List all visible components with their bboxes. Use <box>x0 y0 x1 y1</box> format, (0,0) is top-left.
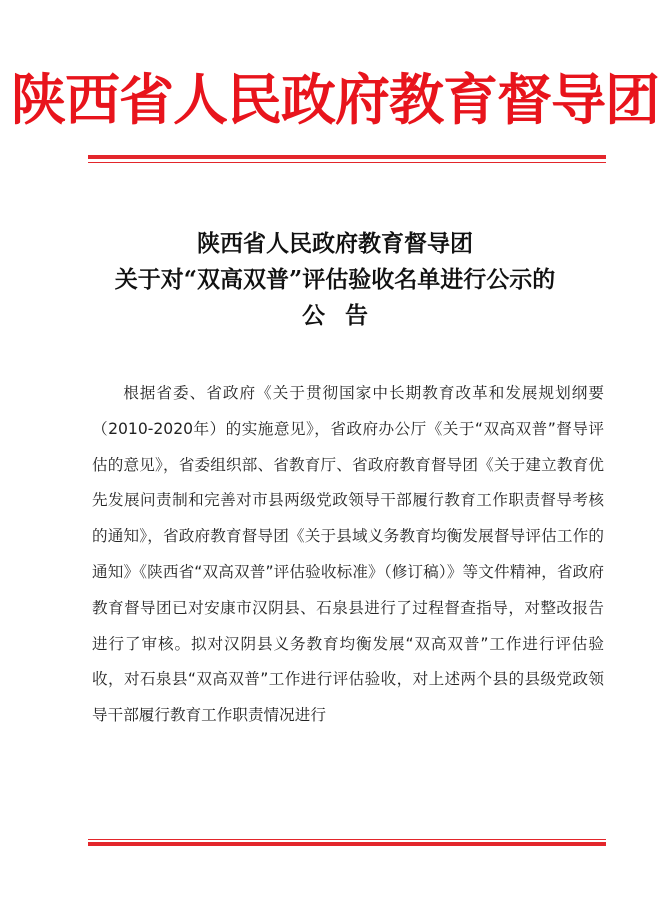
masthead-title: 陕西省人民政府教育督导团 <box>10 67 659 132</box>
notice-body-paragraph: 根据省委、省政府《关于贯彻国家中长期教育改革和发展规划纲要（2010-2020年）的实施意见》，省政府办公厅《关于“双高双普”督导评估的意见》，省委组织部、省教育厅、省政府教育督导团《关于建立教育优先发展问责制和完善对市县两级党政领导干部履行教育工作职责督导考核的通知》，省政府教育督导团《关于县域义务教育均衡发展督导评估工作的通知》《陕西省“双高双普”评估验收标准》（修订稿）》等文件精神，省政府教育督导团已对安康市汉阴县、石泉县进行了过程督查指导，对整改报告进行了审核。拟对汉阴县义务教育均衡发展“双高双普”工作进行评估验收，对石泉县“双高双普”工作进行评估验收，对上述两个县的县级党政领导干部履行教育工作职责情况进行 <box>92 384 604 725</box>
footer-divider-thick <box>88 842 606 846</box>
notice-title-line-1: 陕西省人民政府教育督导团 <box>197 230 473 257</box>
notice-title-line-2: 关于对“双高双普”评估验收名单进行公示的 <box>114 266 556 293</box>
notice-title <box>0 226 670 334</box>
footer-divider-thin <box>88 839 606 840</box>
notice-title-line-3: 公告 <box>302 302 388 329</box>
masthead-divider-thick <box>88 155 606 159</box>
masthead-divider-thin <box>88 162 606 163</box>
